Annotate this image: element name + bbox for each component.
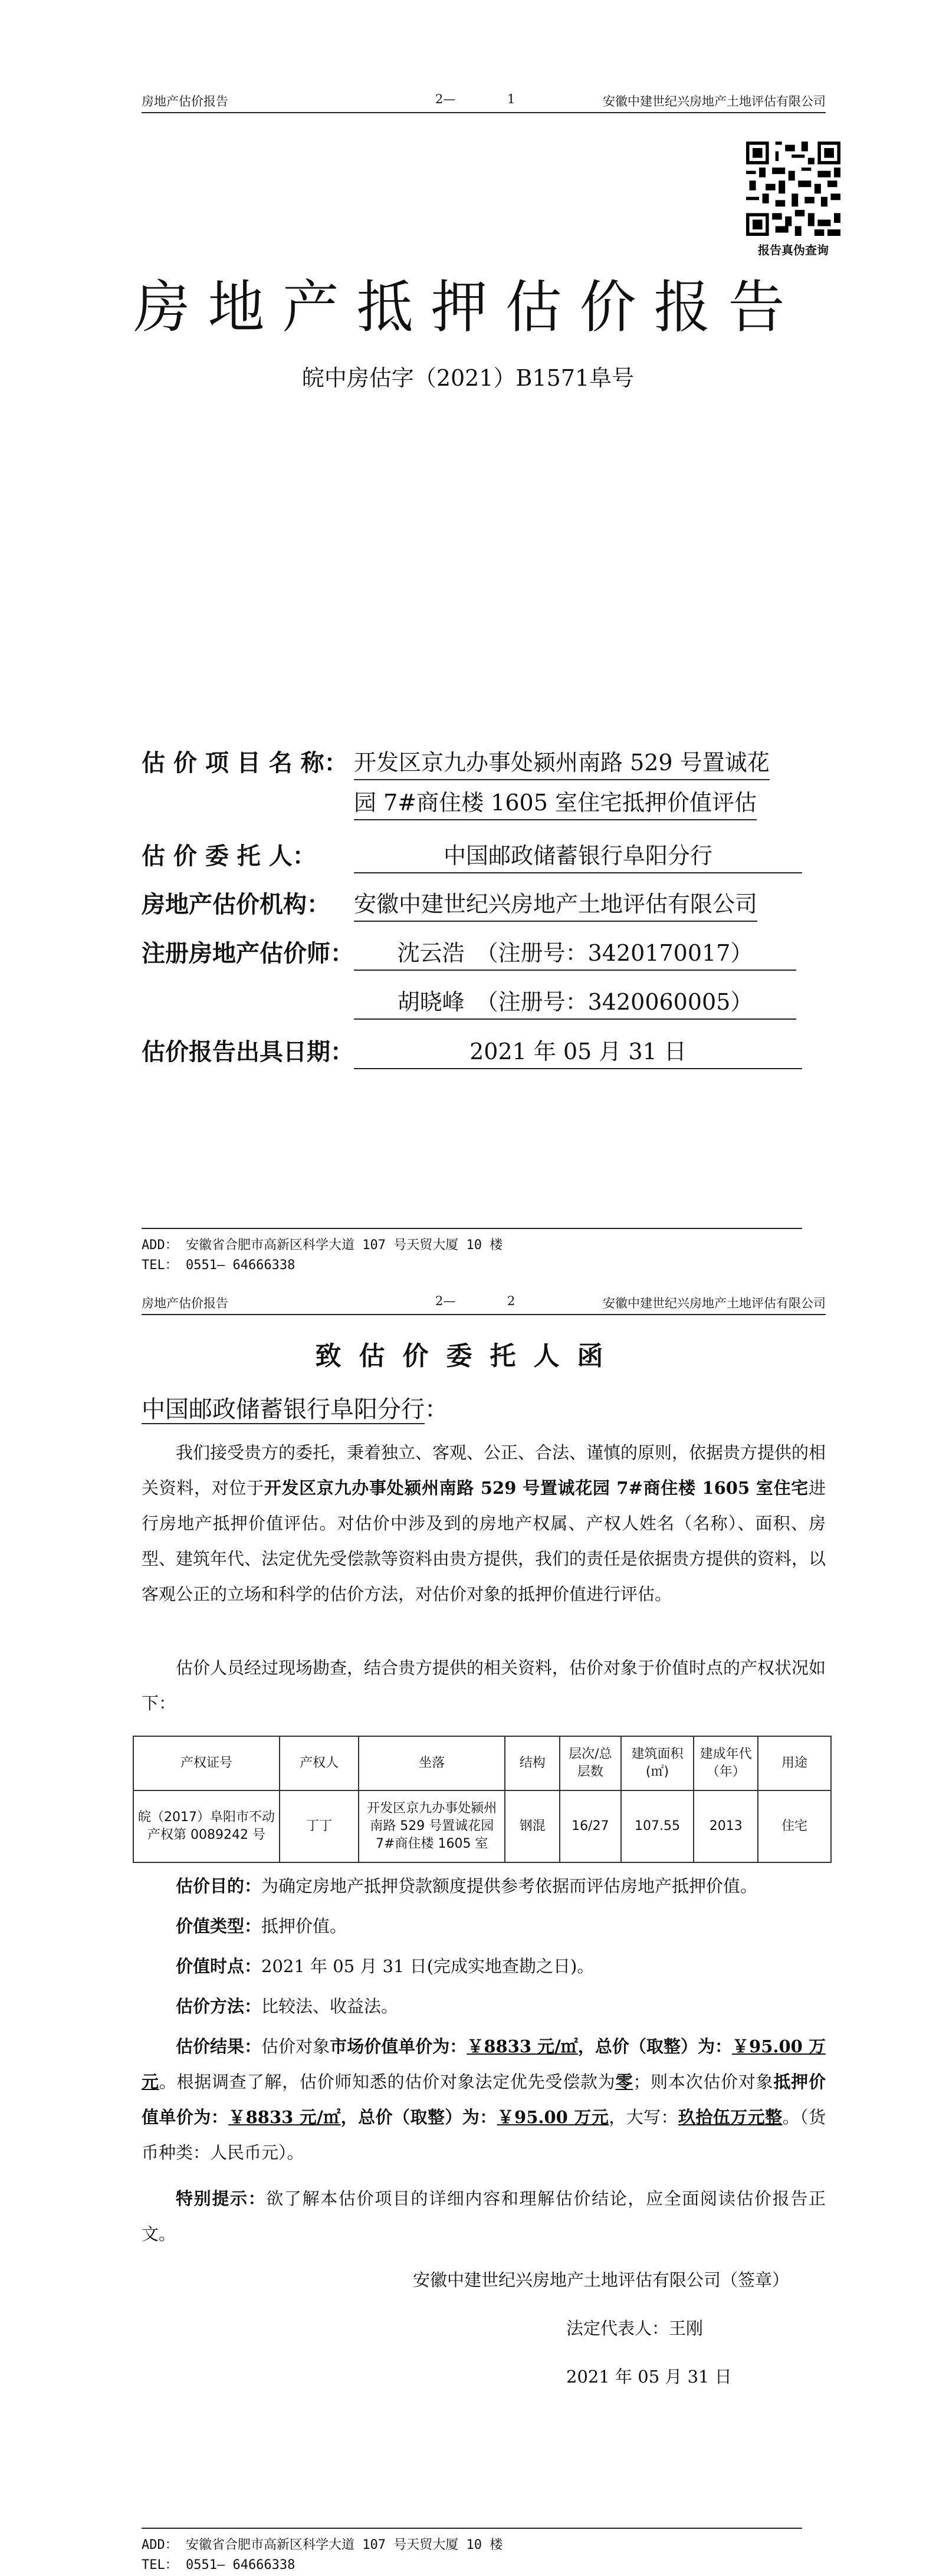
purpose-label: 估价目的： bbox=[176, 1876, 262, 1896]
label-issue-date: 估价报告出具日期： bbox=[142, 1039, 354, 1066]
report-cover-page bbox=[0, 0, 936, 1279]
property-address: 开发区京九办事处颍州南路 529 号置诚花园 7#商住楼 1605 室住宅 bbox=[264, 1478, 809, 1498]
col-header-area: 建筑面积(㎡) bbox=[621, 1736, 694, 1790]
footer-address: ADD： 安徽省合肥市高新区科学大道 107 号天贸大厦 10 楼 bbox=[142, 1238, 503, 1253]
col-header-location: 坐落 bbox=[359, 1736, 505, 1790]
value-issue-date: 2021 年 05 月 31 日 bbox=[354, 1033, 802, 1069]
result-text-1: 估价对象 bbox=[261, 2036, 330, 2056]
value-time-text: 2021 年 05 月 31 日(完成实地查勘之日)。 bbox=[261, 1956, 595, 1976]
method-label: 估价方法： bbox=[176, 1996, 262, 2016]
priority-claim-zero: 零 bbox=[615, 2072, 633, 2092]
cell-floor: 16/27 bbox=[560, 1790, 620, 1862]
cell-area: 107.55 bbox=[621, 1790, 694, 1862]
col-header-use: 用途 bbox=[758, 1736, 831, 1790]
addressee bbox=[142, 1391, 448, 1424]
amount-in-words: 玖拾伍万元整 bbox=[678, 2107, 783, 2127]
footer-rule bbox=[142, 2528, 802, 2529]
property-rights-table bbox=[133, 1736, 832, 1863]
header-page-number: 1 bbox=[507, 92, 515, 106]
intro-text-c: 进行房地产抵押价值评估。对估价中涉及到的房地产权属、产权人姓名（名称）、面积、房型、建筑年代、法定优先受偿款等资料由贵方提供，我们的责任是依据贵方提供的资料，以客观公正的立场和科学的估价方法，对估价对象的抵押价值进行评估。 bbox=[142, 1478, 826, 1604]
report-title: 房地产抵押估价报告 bbox=[133, 274, 803, 340]
header-page-number: 2 bbox=[507, 1294, 515, 1308]
col-header-cert: 产权证号 bbox=[133, 1736, 280, 1790]
footer-phone: TEL： 0551— 64666338 bbox=[142, 1258, 295, 1273]
value-type-line bbox=[142, 1908, 826, 1944]
signature-date: 2021 年 05 月 31 日 bbox=[566, 2367, 732, 2387]
cell-location: 开发区京九办事处颍州南路 529 号置诚花园 7#商住楼 1605 室 bbox=[359, 1790, 505, 1862]
special-note bbox=[142, 2181, 826, 2252]
col-header-year: 建成年代（年） bbox=[694, 1736, 757, 1790]
page-header bbox=[142, 88, 826, 113]
intro-text-a: 我们接受贵方的委托，秉着独立、客观、公正、合法、谨慎的原则，依据贵方提供的相关资料，对位于 bbox=[142, 1443, 826, 1498]
signature-company: 安徽中建世纪兴房地产土地评估有限公司（签章） bbox=[413, 2270, 790, 2290]
value-time-line bbox=[142, 1949, 826, 1984]
method-text: 比较法、收益法。 bbox=[261, 1996, 399, 2016]
cell-year: 2013 bbox=[694, 1790, 757, 1862]
addressee-name: 中国邮政储蓄银行阜阳分行 bbox=[142, 1396, 425, 1423]
value-project-name-line1: 开发区京九办事处颍州南路 529 号置诚花 bbox=[354, 744, 770, 780]
market-total-price: ￥95.00 万元 bbox=[142, 2036, 826, 2092]
purpose-text: 为确定房地产抵押贷款额度提供参考依据而评估房地产抵押价值。 bbox=[261, 1876, 758, 1896]
cell-structure: 钢混 bbox=[505, 1790, 560, 1862]
market-price-label: 市场价值单价为： bbox=[330, 2036, 467, 2056]
rights-intro-paragraph: 估价人员经过现场勘查，结合贵方提供的相关资料，估价对象于价值时点的产权状况如下： bbox=[142, 1658, 826, 1713]
header-page-prefix: 2— bbox=[435, 92, 456, 106]
intro-paragraph bbox=[142, 1435, 826, 1612]
mortgage-price-label: 抵押价值单价为： bbox=[142, 2072, 826, 2127]
col-header-floor: 层次/总层数 bbox=[560, 1736, 620, 1790]
cell-owner: 丁丁 bbox=[280, 1790, 359, 1862]
special-note-label: 特别提示： bbox=[176, 2189, 267, 2209]
col-header-owner: 产权人 bbox=[280, 1736, 359, 1790]
value-appraiser-2: 胡晓峰 （注册号：3420060005） bbox=[354, 984, 796, 1020]
mortgage-total-label: 总价（取整）为： bbox=[358, 2107, 497, 2127]
value-project-name-line2: 园 7#商住楼 1605 室住宅抵押价值评估 bbox=[354, 784, 757, 820]
table-header-row bbox=[133, 1736, 831, 1790]
report-number: 皖中房估字（2021）B1571阜号 bbox=[301, 365, 635, 391]
letter-to-client-page bbox=[0, 1279, 936, 2576]
result-paragraph: 估价结果：估价对象市场价值单价为：￥8833 元/㎡，总价（取整）为：￥95.00 万元。根据调查了解，估价师知悉的估价对象法定优先受偿款为零；则本次估价对象抵押价值单价为：￥8833 元/㎡，总价（取整）为：￥95.00 万元，大写：玖拾伍万元整。（货币种类：人民币元）。 bbox=[142, 2036, 826, 2163]
value-client: 中国邮政储蓄银行阜阳分行 bbox=[354, 837, 802, 873]
cell-use: 住宅 bbox=[758, 1790, 831, 1862]
table-row bbox=[133, 1790, 831, 1862]
qr-caption: 报告真伪查询 bbox=[758, 243, 829, 257]
mortgage-total-price: ￥95.00 万元 bbox=[497, 2107, 609, 2127]
header-page-prefix: 2— bbox=[435, 1294, 456, 1308]
market-unit-price: ￥8833 元/㎡ bbox=[467, 2036, 578, 2056]
cell-cert: 皖（2017）阜阳市不动产权第 0089242 号 bbox=[133, 1790, 280, 1862]
method-line bbox=[142, 1989, 826, 2024]
header-title: 房地产估价报告 bbox=[142, 94, 228, 109]
result-text-2: 。根据调查了解，估价师知悉的估价对象法定优先受偿款为 bbox=[159, 2072, 616, 2092]
special-note-text: 欲了解本估价项目的详细内容和理解估价结论，应全面阅读估价报告正文。 bbox=[142, 2189, 826, 2244]
header-company: 安徽中建世纪兴房地产土地评估有限公司 bbox=[603, 1296, 826, 1310]
value-time-label: 价值时点： bbox=[176, 1956, 262, 1976]
signature-representative: 法定代表人：王刚 bbox=[566, 2318, 704, 2338]
value-appraiser-1: 沈云浩 （注册号：3420170017） bbox=[354, 935, 796, 971]
result-text-4: ，大写： bbox=[609, 2107, 678, 2127]
mortgage-unit-price: ￥8833 元/㎡ bbox=[228, 2107, 341, 2127]
result-text-3: ；则本次估价对象 bbox=[633, 2072, 774, 2092]
value-type-label: 价值类型： bbox=[176, 1916, 262, 1936]
result-text-5: 。（货币种类：人民币元）。 bbox=[142, 2107, 826, 2163]
qr-code-icon[interactable] bbox=[746, 142, 840, 236]
header-title: 房地产估价报告 bbox=[142, 1296, 228, 1310]
letter-title: 致估价委托人函 bbox=[315, 1341, 621, 1371]
header-company: 安徽中建世纪兴房地产土地评估有限公司 bbox=[603, 94, 826, 109]
label-appraisers: 注册房地产估价师： bbox=[142, 940, 354, 967]
label-project-name: 估 价 项 目 名 称： bbox=[142, 750, 348, 777]
value-agency: 安徽中建世纪兴房地产土地评估有限公司 bbox=[354, 886, 757, 922]
label-agency: 房地产估价机构： bbox=[142, 891, 330, 918]
col-header-structure: 结构 bbox=[505, 1736, 560, 1790]
footer-phone: TEL： 0551— 64666338 bbox=[142, 2558, 295, 2572]
label-client: 估 价 委 托 人： bbox=[142, 843, 316, 870]
purpose-line bbox=[142, 1868, 826, 1904]
market-total-label: 总价（取整）为： bbox=[595, 2036, 733, 2056]
value-type-text: 抵押价值。 bbox=[261, 1916, 347, 1936]
page-header bbox=[142, 1290, 826, 1315]
footer-address: ADD： 安徽省合肥市高新区科学大道 107 号天贸大厦 10 楼 bbox=[142, 2538, 503, 2552]
result-label: 估价结果： bbox=[176, 2036, 262, 2056]
footer-rule bbox=[142, 1228, 802, 1229]
addressee-suffix: ： bbox=[425, 1396, 448, 1423]
